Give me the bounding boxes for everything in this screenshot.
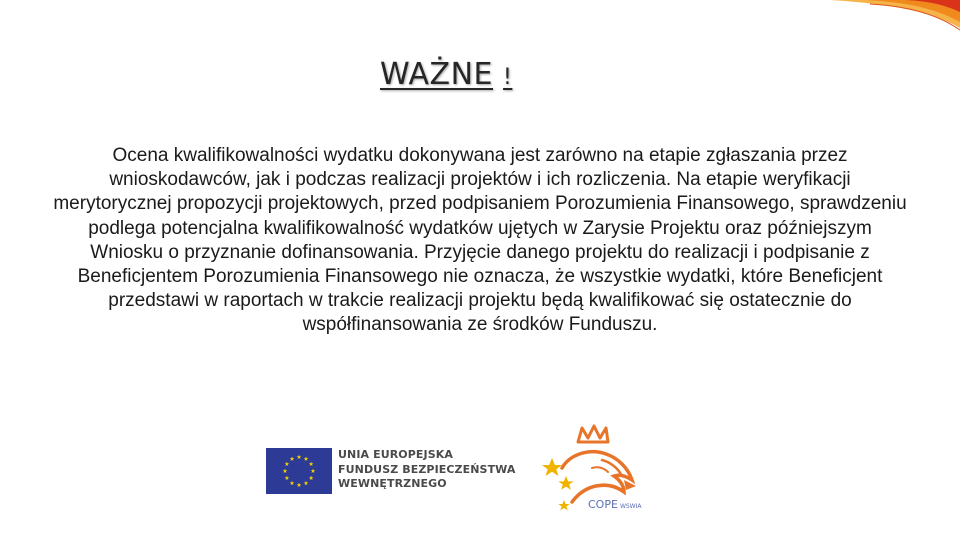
eu-logo <box>266 446 516 496</box>
eu-logo-line-2: FUNDUSZ BEZPIECZEŃSTWA <box>338 462 516 476</box>
eu-logo-line-3: WEWNĘTRZNEGO <box>338 477 447 490</box>
cope-star-2 <box>558 476 573 490</box>
corner-decoration <box>810 0 960 40</box>
cope-logo-text <box>588 498 642 511</box>
eu-flag-icon <box>266 448 332 494</box>
cope-name: COPE <box>588 498 618 511</box>
cope-star-3 <box>558 500 570 510</box>
slide-title <box>380 56 512 97</box>
cope-star-1 <box>542 458 562 476</box>
slide-title-exclamation: ! <box>503 65 513 90</box>
cope-subname: WSWIA <box>619 503 642 510</box>
slide-body-text: Ocena kwalifikowalności wydatku dokonywana jest zarówno na etapie zgłaszania przez wnioskodawców, jak i podczas realizacji projektów i ich rozliczenia. Na etapie weryfikacji merytorycznej propozycji projektowych, przed podpisaniem Porozumienia Finansowego, sprawdzeniu podlega potencjalna kwalifikowalność wydatków ujętych w Zarysie Projektu oraz późniejszym Wniosku o przyznanie dofinansowania. Przyjęcie danego projektu do realizacji i podpisanie z Beneficjentem Porozumienia Finansowego nie oznacza, że wszystkie wydatki, które Beneficjent przedstawi w raportach w trakcie realizacji projektu będą kwalifikować się ostatecznie do współfinansowania ze środków Funduszu. <box>53 145 907 336</box>
eu-logo-line-1: UNIA EUROPEJSKA <box>338 448 453 461</box>
eu-logo-text <box>338 448 516 492</box>
slide-title-text: WAŻNE <box>380 57 493 92</box>
